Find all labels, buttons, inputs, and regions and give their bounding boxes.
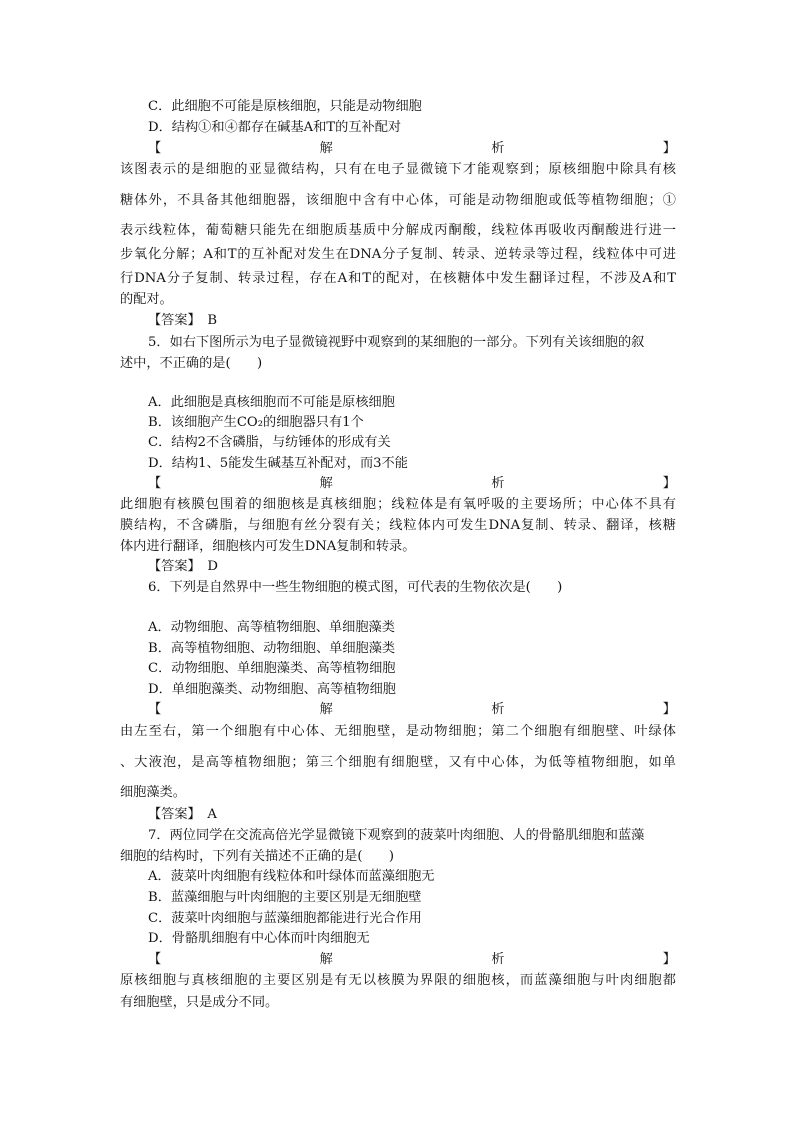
option-c-q5: C．结构2不含磷脂，与纺锤体的形成有关: [148, 435, 391, 450]
analysis-heading: 【 解 析 】: [148, 702, 676, 717]
question-6: 6．下列是自然界中一些生物细胞的模式图，可代表的生物依次是( ): [148, 580, 563, 595]
answer-line: 【答案】 B: [148, 313, 218, 328]
analysis-text: 细胞藻类。: [120, 785, 186, 800]
option-d-q4: D．结构①和④都存在碱基A和T的互补配对: [148, 120, 402, 135]
analysis-text: 糖体外，不具备其他细胞器，该细胞中含有中心体，可能是动物细胞或低等植物细胞；①: [120, 193, 676, 208]
analysis-text: 、大液泡，是高等植物细胞；第三个细胞有细胞壁，又有中心体，为低等植物细胞，如单: [120, 755, 676, 770]
analysis-text: 膜结构，不含磷脂，与细胞有丝分裂有关；线粒体内可发生DNA复制、转录、翻译，核糖: [120, 518, 676, 533]
option-d-q7: D．骨骼肌细胞有中心体而叶肉细胞无: [148, 931, 370, 946]
analysis-text: 表示线粒体，葡萄糖只能先在细胞质基质中分解成丙酮酸，线粒体再吸收丙酮酸进行进一: [120, 223, 676, 238]
analysis-heading: 【 解 析 】: [148, 141, 676, 156]
option-b-q7: B．蓝藻细胞与叶肉细胞的主要区别是无细胞壁: [148, 890, 422, 905]
option-d-q6: D．单细胞藻类、动物细胞、高等植物细胞: [148, 682, 396, 697]
analysis-text: 由左至右，第一个细胞有中心体、无细胞壁，是动物细胞；第二个细胞有细胞壁、叶绿体: [120, 724, 676, 739]
option-b-q5: B．该细胞产生CO₂的细胞器只有1个: [148, 415, 364, 430]
analysis-text: 有细胞壁，只是成分不同。: [120, 995, 279, 1010]
question-7: 7．两位同学在交流高倍光学显微镜下观察到的菠菜叶肉细胞、人的骨骼肌细胞和蓝藻: [148, 828, 645, 843]
analysis-text: 该图表示的是细胞的亚显微结构，只有在电子显微镜下才能观察到；原核细胞中除具有核: [120, 162, 676, 177]
question-5: 5．如右下图所示为电子显微镜视野中观察到的某细胞的一部分。下列有关该细胞的叙: [148, 335, 645, 350]
analysis-text: 此细胞有核膜包围着的细胞核是真核细胞；线粒体是有氧呼吸的主要场所；中心体不具有: [120, 497, 676, 512]
question-5: 述中，不正确的是( ): [120, 356, 263, 371]
option-a-q7: A．菠菜叶肉细胞有线粒体和叶绿体而蓝藻细胞无: [148, 869, 435, 884]
option-b-q6: B．高等植物细胞、动物细胞、单细胞藻类: [148, 641, 396, 656]
option-a-q5: A．此细胞是真核细胞而不可能是原核细胞: [148, 395, 395, 410]
question-7: 细胞的结构时，下列有关描述不正确的是( ): [120, 849, 395, 864]
answer-line: 【答案】 D: [148, 559, 218, 574]
analysis-text: 行DNA分子复制、转录过程，存在A和T的配对，在核糖体中发生翻译过程，不涉及A和T: [120, 271, 676, 286]
option-c-q7: C．菠菜叶肉细胞与蓝藻细胞都能进行光合作用: [148, 911, 422, 926]
option-c-q6: C．动物细胞、单细胞藻类、高等植物细胞: [148, 661, 396, 676]
analysis-text: 体内进行翻译，细胞核内可发生DNA复制和转录。: [120, 539, 416, 554]
option-d-q5: D．结构1、5能发生碱基互补配对，而3不能: [148, 456, 408, 471]
answer-line: 【答案】 A: [148, 807, 217, 822]
analysis-heading: 【 解 析 】: [148, 952, 676, 967]
analysis-heading: 【 解 析 】: [148, 476, 676, 491]
option-a-q6: A．动物细胞、高等植物细胞、单细胞藻类: [148, 620, 395, 635]
analysis-text: 原核细胞与真核细胞的主要区别是有无以核膜为界限的细胞核，而蓝藻细胞与叶肉细胞都: [120, 973, 676, 988]
analysis-text: 的配对。: [120, 292, 173, 307]
analysis-text: 步氧化分解；A和T的互补配对发生在DNA分子复制、转录、逆转录等过程，线粒体中可进: [120, 247, 676, 262]
option-c-q4: C．此细胞不可能是原核细胞，只能是动物细胞: [148, 99, 422, 114]
